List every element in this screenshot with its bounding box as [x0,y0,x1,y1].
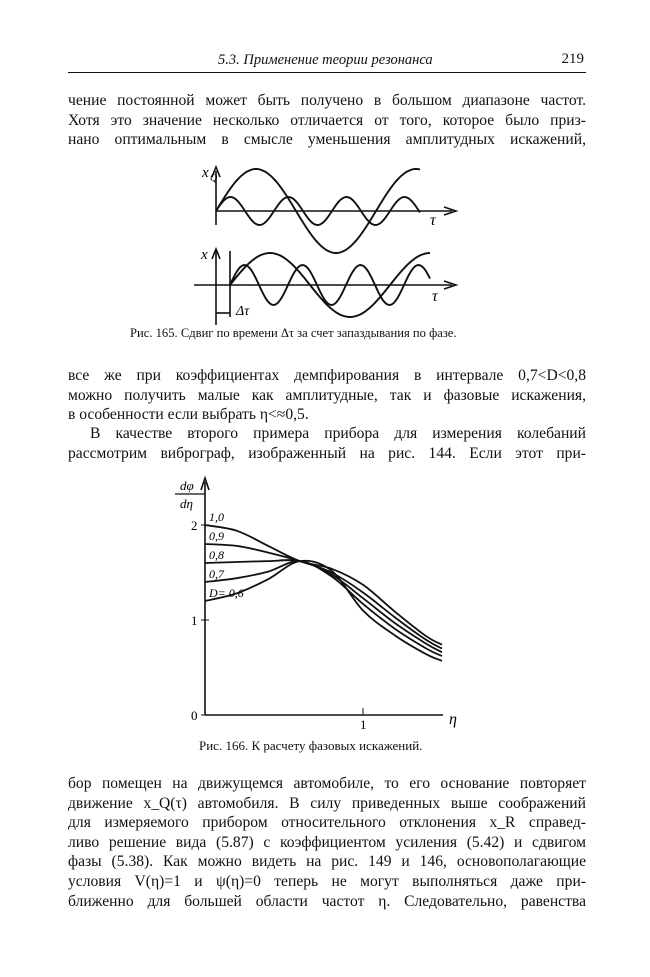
x-axis-label: η [449,711,457,728]
y-tick-label: 0 [191,708,198,723]
series-line-4 [205,561,442,661]
text-line: все же при коэффициентах демпфирования в интервале 0,7<D<0,8 [68,367,586,384]
text-line: фазы (5.38). Как можно видеть на рис. 149 и 146, основополагающие [68,853,586,871]
series-label-3: 0,7 [209,567,224,581]
upper-axis-label: x [202,165,209,181]
paragraph-top [68,91,586,150]
figure-166-chart [0,472,650,732]
series-label-2: 0,8 [209,548,224,562]
text-line: ближенно для большей области частот η. Следовательно, равенства [68,892,586,910]
series-label-0: 1,0 [209,510,224,524]
page-number: 219 [561,51,584,67]
text-line: в особенности если выбрать η<≈0,5. [68,406,309,424]
shift-label: Δτ [236,304,250,319]
y-tick-label: 2 [191,518,198,533]
series-label-1: 0,9 [209,529,224,543]
text-line: Хотя это значение несколько отличается от того, которое было приз- [68,111,586,129]
upper-time-label: τ [430,212,436,229]
paragraph-mid [68,366,586,425]
y-label-denominator: dη [180,496,193,511]
text-line: чение постоянной может быть получено в большом диапазоне частот. [68,92,586,109]
y-label-numerator: dφ [180,478,194,493]
paragraph-mid2 [68,424,586,463]
y-tick-label: 1 [191,613,198,628]
text-line: бор помещен на движущемся автомобиле, то его основание повторяет [68,775,586,792]
text-line: условия V(η)=1 и ψ(η)=0 теперь не могут выполняться даже при- [68,872,586,890]
figure-165 [0,155,650,335]
lower-axis-label: x [201,247,208,263]
upper-axis-subscript: Q [210,173,218,184]
header-title: 5.3. Применение теории резонанса [218,52,433,68]
figure-166-caption: Рис. 166. К расчету фазовых искажений. [199,738,423,753]
text-line: движение x_Q(τ) автомобиля. В силу приведенных выше соображений [68,794,586,812]
paragraph-bottom [68,774,586,911]
figure-165-caption: Рис. 165. Сдвиг по времени Δτ за счет запаздывания по фазе. [130,326,457,340]
text-line: В качестве второго примера прибора для измерения колебаний [90,425,586,442]
text-line: нано оптимальным в смысле уменьшения амплитудных искажений, [68,131,586,149]
series-line-2 [205,560,442,652]
text-line: рассмотрим виброграф, изображенный на рис. 144. Если этот при- [68,444,586,462]
running-header [68,50,586,73]
series-label-4: D= 0,6 [209,586,244,600]
text-line: можно получить малые как амплитудные, так и фазовые искажения, [68,386,586,404]
text-line: для измеряемого прибором относительного отклонения x_R справед- [68,814,586,832]
text-line: ливо решение вида (5.87) с коэффициентом усиления (5.42) и сдвигом [68,833,586,851]
lower-time-label: τ [432,288,438,305]
x-tick-label: 1 [360,717,367,732]
